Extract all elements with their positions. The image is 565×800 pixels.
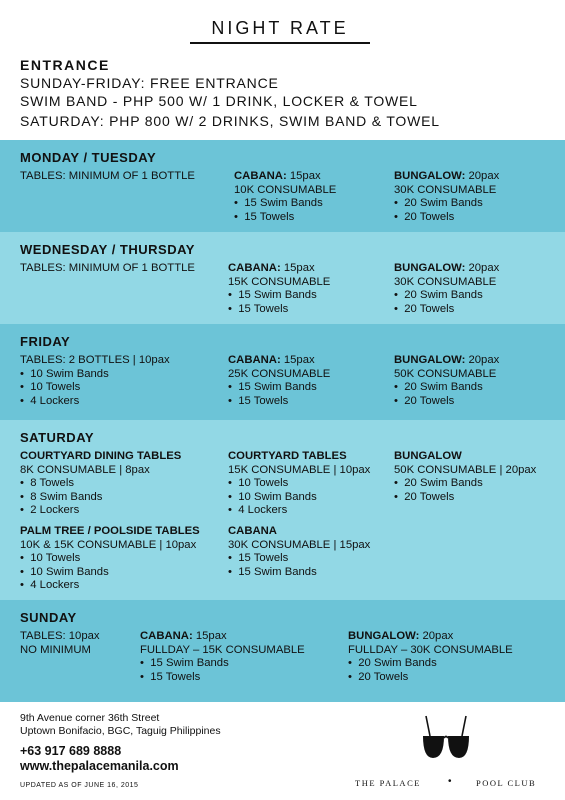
palm-tree-consumable: 10K & 15K CONSUMABLE | 10pax — [20, 538, 197, 551]
list-item: • 4 Lockers — [228, 504, 370, 518]
bungalow-pax: 20pax — [419, 630, 454, 642]
list-item: • 15 Towels — [228, 303, 330, 317]
entrance-section — [20, 56, 550, 130]
day-heading: FRIDAY — [20, 334, 71, 349]
tables-column — [20, 170, 195, 184]
bungalow-column — [394, 170, 499, 224]
website-link[interactable]: www.thepalacemanila.com — [20, 759, 179, 773]
entrance-line: SWIM BAND - PHP 500 W/ 1 DRINK, LOCKER & TOWEL — [20, 93, 418, 109]
list-item: • 15 Towels — [228, 552, 370, 566]
tables-label: TABLES: MINIMUM OF 1 BOTTLE — [20, 262, 195, 274]
address-line: 9th Avenue corner 36th Street — [20, 712, 160, 724]
entrance-line: SUNDAY-FRIDAY: FREE ENTRANCE — [20, 75, 279, 91]
bungalow-column — [394, 450, 536, 504]
cabana-pax: 15pax — [286, 170, 321, 182]
cabana-pax: 15pax — [280, 354, 315, 366]
bungalow-consumable: 30K CONSUMABLE — [394, 183, 497, 196]
cabana-consumable: 10K CONSUMABLE — [234, 183, 337, 196]
list-item: • 20 Swim Bands — [394, 477, 536, 491]
band-friday — [0, 324, 565, 420]
band-saturday — [0, 420, 565, 600]
list-item: • 20 Towels — [394, 303, 499, 317]
tables-column — [20, 354, 170, 408]
courtyard-dining-label: COURTYARD DINING TABLES — [20, 450, 182, 462]
cabana-label: CABANA: — [234, 170, 287, 182]
cabana-pax: 15pax — [192, 630, 227, 642]
day-heading: MONDAY / TUESDAY — [20, 150, 157, 165]
cabana-consumable: 15K CONSUMABLE — [228, 275, 331, 288]
list-item: • 20 Towels — [394, 395, 499, 409]
tables-label: TABLES: 10pax — [20, 630, 100, 642]
brand-name: THE PALACE — [355, 778, 421, 788]
cabana-consumable: FULLDAY – 15K CONSUMABLE — [140, 643, 305, 656]
bungalow-consumable: 30K CONSUMABLE — [394, 275, 497, 288]
sunglasses-logo-icon — [420, 714, 472, 767]
list-item: • 20 Towels — [394, 211, 499, 225]
band-sunday — [0, 600, 565, 702]
list-item: • 15 Swim Bands — [228, 381, 330, 395]
cabana-column — [228, 525, 370, 579]
list-item: • 20 Towels — [394, 491, 536, 505]
bungalow-label: BUNGALOW — [394, 450, 462, 462]
list-item: • 15 Swim Bands — [234, 197, 336, 211]
courtyard-tables-consumable: 15K CONSUMABLE | 10pax — [228, 463, 371, 476]
list-item: • 10 Swim Bands — [228, 491, 370, 505]
courtyard-dining-consumable: 8K CONSUMABLE | 8pax — [20, 463, 150, 476]
cabana-label: CABANA — [228, 525, 277, 537]
list-item: • 10 Towels — [20, 381, 170, 395]
cabana-pax: 15pax — [280, 262, 315, 274]
bungalow-label: BUNGALOW: — [394, 354, 466, 366]
band-wednesday-thursday — [0, 232, 565, 324]
cabana-consumable: 30K CONSUMABLE | 15pax — [228, 538, 371, 551]
courtyard-dining-column — [20, 450, 181, 518]
cabana-label: CABANA: — [228, 262, 281, 274]
bungalow-label: BUNGALOW: — [394, 170, 466, 182]
list-item: • 20 Swim Bands — [394, 381, 499, 395]
bungalow-pax: 20pax — [465, 262, 500, 274]
list-item: • 20 Towels — [348, 671, 513, 685]
phone-number: +63 917 689 8888 — [20, 744, 122, 758]
list-item: • 10 Swim Bands — [20, 368, 170, 382]
list-item: • 20 Swim Bands — [394, 197, 499, 211]
title-underline — [190, 42, 370, 44]
day-heading: SUNDAY — [20, 610, 77, 625]
address-line: Uptown Bonifacio, BGC, Taguig Philippines — [20, 725, 221, 737]
list-item: • 20 Swim Bands — [394, 289, 499, 303]
bungalow-pax: 20pax — [465, 170, 500, 182]
bungalow-pax: 20pax — [465, 354, 500, 366]
updated-date: UPDATED AS OF JUNE 16, 2015 — [20, 782, 139, 789]
bungalow-consumable: 50K CONSUMABLE | 20pax — [394, 463, 537, 476]
cabana-column — [234, 170, 336, 224]
entrance-line: SATURDAY: PHP 800 W/ 2 DRINKS, SWIM BAND & TOWEL — [20, 113, 440, 129]
bungalow-label: BUNGALOW: — [348, 630, 420, 642]
tables-note: NO MINIMUM — [20, 643, 91, 656]
list-item: • 15 Towels — [234, 211, 336, 225]
list-item: • 15 Towels — [140, 671, 305, 685]
tables-label: TABLES: 2 BOTTLES | 10pax — [20, 354, 170, 366]
courtyard-tables-column — [228, 450, 370, 518]
tables-label: TABLES: MINIMUM OF 1 BOTTLE — [20, 170, 195, 182]
page-title: NIGHT RATE — [211, 18, 349, 38]
list-item: • 4 Lockers — [20, 395, 170, 409]
list-item: • 2 Lockers — [20, 504, 181, 518]
list-item: • 20 Swim Bands — [348, 657, 513, 671]
day-heading: SATURDAY — [20, 430, 95, 445]
courtyard-tables-label: COURTYARD TABLES — [228, 450, 347, 462]
cabana-consumable: 25K CONSUMABLE — [228, 367, 331, 380]
list-item: • 4 Lockers — [20, 579, 200, 593]
cabana-label: CABANA: — [228, 354, 281, 366]
bungalow-consumable: 50K CONSUMABLE — [394, 367, 497, 380]
brand-separator: • — [448, 776, 452, 787]
bungalow-label: BUNGALOW: — [394, 262, 466, 274]
cabana-column — [228, 262, 330, 316]
tables-column — [20, 262, 195, 276]
bungalow-consumable: FULLDAY – 30K CONSUMABLE — [348, 643, 513, 656]
list-item: • 15 Swim Bands — [228, 566, 370, 580]
list-item: • 15 Swim Bands — [140, 657, 305, 671]
entrance-heading: ENTRANCE — [20, 57, 110, 73]
cabana-column — [228, 354, 330, 408]
cabana-column — [140, 630, 305, 684]
list-item: • 10 Towels — [20, 552, 200, 566]
list-item: • 15 Towels — [228, 395, 330, 409]
band-monday-tuesday — [0, 140, 565, 232]
list-item: • 15 Swim Bands — [228, 289, 330, 303]
brand-subtitle: POOL CLUB — [476, 778, 537, 788]
list-item: • 8 Towels — [20, 477, 181, 491]
list-item: • 8 Swim Bands — [20, 491, 181, 505]
palm-tree-label: PALM TREE / POOLSIDE TABLES — [20, 525, 200, 537]
tables-column — [20, 630, 100, 657]
bungalow-column — [394, 354, 499, 408]
address — [20, 712, 221, 738]
cabana-label: CABANA: — [140, 630, 193, 642]
bungalow-column — [348, 630, 513, 684]
list-item: • 10 Swim Bands — [20, 566, 200, 580]
list-item: • 10 Towels — [228, 477, 370, 491]
palm-tree-column — [20, 525, 200, 593]
bungalow-column — [394, 262, 499, 316]
day-heading: WEDNESDAY / THURSDAY — [20, 242, 195, 257]
